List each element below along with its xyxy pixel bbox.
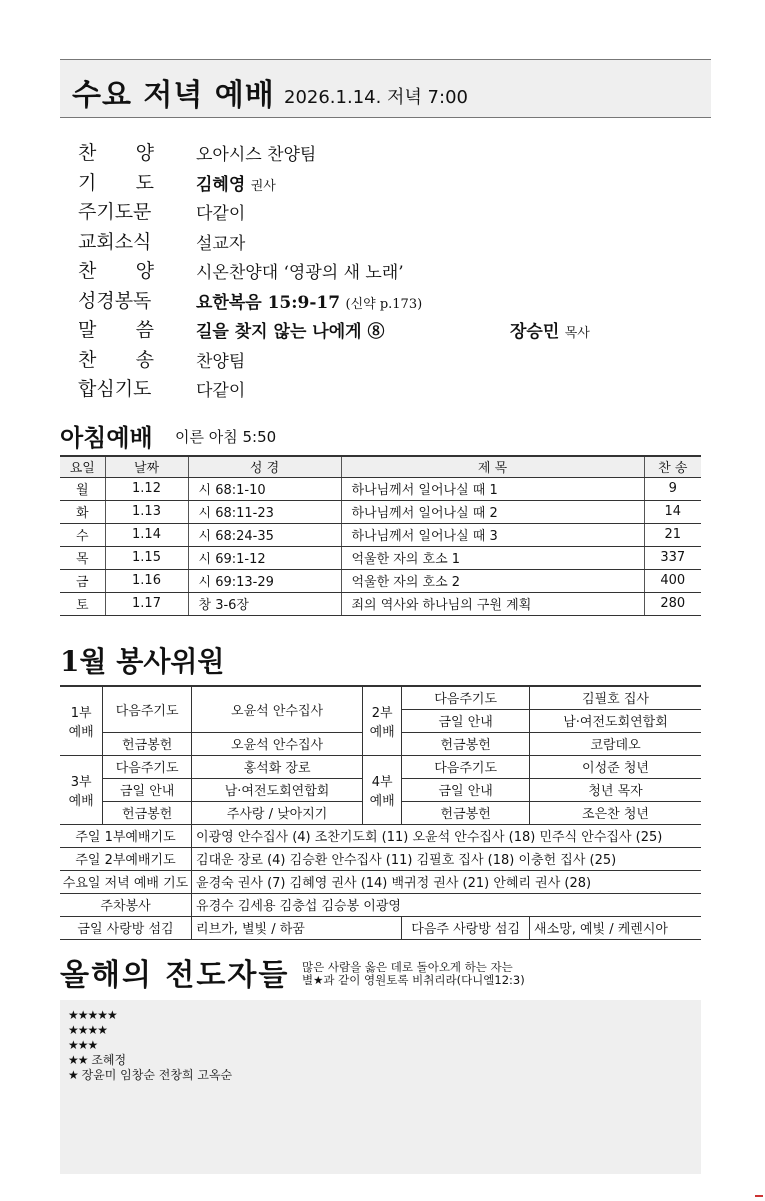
table-cell: 금일 안내 <box>402 709 530 732</box>
table-row <box>60 847 701 870</box>
table-cell: 홍석화 장로 <box>192 755 363 778</box>
table-cell: 새소망, 예빛 / 케렌시아 <box>530 916 701 939</box>
table-row <box>60 824 701 847</box>
evangelist-line <box>68 1008 693 1023</box>
table-cell: 14 <box>644 500 701 523</box>
order-item-label: 교회소식 <box>78 230 152 253</box>
table-cell: 금일 안내 <box>103 778 192 801</box>
table-row <box>60 686 701 709</box>
evangelists-list <box>60 1000 701 1174</box>
volunteers-title: 1월 봉사위원 <box>60 645 225 678</box>
table-cell: 1.14 <box>105 523 188 546</box>
header-hymn: 찬 송 <box>644 456 701 477</box>
service-2-label: 2부 예배 <box>363 686 402 755</box>
table-cell: 하나님께서 일어나실 때 2 <box>341 500 644 523</box>
table-row <box>60 500 701 523</box>
table-cell: 주일 2부예배기도 <box>60 847 192 870</box>
table-cell: 하나님께서 일어나실 때 1 <box>341 477 644 500</box>
table-cell: 화 <box>60 500 105 523</box>
table-cell: 하나님께서 일어나실 때 3 <box>341 523 644 546</box>
table-cell: 김대운 장로 (4) 김승환 안수집사 (11) 김필호 집사 (18) 이충헌 집사 (25) <box>192 847 701 870</box>
preacher-name: 장승민 목사 <box>510 322 590 342</box>
evangelist-line <box>68 1068 693 1083</box>
table-cell: 1.17 <box>105 592 188 615</box>
order-item <box>78 315 718 345</box>
service-date: 2026.1.14. 저녁 7:00 <box>284 87 468 108</box>
service-3-label: 3부 예배 <box>60 755 103 824</box>
star-rating: ★★★★★ <box>68 1008 117 1022</box>
header-topic: 제 목 <box>341 456 644 477</box>
table-header-row <box>60 456 701 477</box>
table-cell: 다음주기도 <box>402 686 530 709</box>
order-item-content: 요한복음 15:9-17 (신약 p.173) <box>196 292 423 313</box>
header-scripture: 성 경 <box>188 456 341 477</box>
order-item <box>78 286 718 316</box>
service-1-label: 1부 예배 <box>60 686 103 755</box>
table-row <box>60 870 701 893</box>
evangelist-line <box>68 1053 693 1068</box>
evangelist-names: 조혜정 <box>91 1053 127 1067</box>
evangelist-names: 장윤미 임창순 전창희 고옥순 <box>81 1068 233 1082</box>
table-cell: 유경수 김세용 김충섭 김승봉 이광영 <box>192 893 701 916</box>
table-row <box>60 916 701 939</box>
table-row <box>60 893 701 916</box>
morning-schedule-table <box>60 455 701 616</box>
table-cell: 다음주기도 <box>103 755 192 778</box>
order-of-service <box>78 138 718 404</box>
service-title: 수요 저녁 예배 <box>72 78 275 113</box>
table-cell: 억울한 자의 호소 1 <box>341 546 644 569</box>
order-item <box>78 138 718 168</box>
order-item-label: 말 씀 <box>78 319 154 341</box>
table-cell: 1.15 <box>105 546 188 569</box>
table-cell: 시 69:1-12 <box>188 546 341 569</box>
table-cell: 헌금봉헌 <box>402 801 530 824</box>
table-row <box>60 755 701 778</box>
order-item-label: 주기도문 <box>78 201 152 223</box>
table-cell: 헌금봉헌 <box>103 732 192 755</box>
table-cell: 오윤석 안수집사 <box>192 686 363 732</box>
header-date: 날짜 <box>105 456 188 477</box>
service-4-label: 4부 예배 <box>363 755 402 824</box>
table-cell: 주차봉사 <box>60 893 192 916</box>
evangelist-line <box>68 1038 693 1053</box>
order-item <box>78 256 718 286</box>
order-item-content: 찬양팀 <box>196 351 246 372</box>
order-item <box>78 197 718 227</box>
table-cell: 337 <box>644 546 701 569</box>
order-item-content: 시온찬양대 ‘영광의 새 노래’ <box>196 263 404 283</box>
table-row <box>60 523 701 546</box>
table-cell: 청년 목자 <box>530 778 701 801</box>
evangelists-title: 올해의 전도자들 <box>60 958 290 993</box>
order-item <box>78 227 718 257</box>
table-cell: 1.13 <box>105 500 188 523</box>
table-cell: 400 <box>644 569 701 592</box>
table-cell: 21 <box>644 523 701 546</box>
table-cell: 수요일 저녁 예배 기도 <box>60 870 192 893</box>
table-cell: 주사랑 / 낮아지기 <box>192 801 363 824</box>
star-rating: ★★★★ <box>68 1023 108 1037</box>
table-cell: 1.12 <box>105 477 188 500</box>
order-item-content: 오아시스 찬양팀 <box>196 145 317 165</box>
table-cell: 시 68:11-23 <box>188 500 341 523</box>
table-row <box>60 592 701 615</box>
table-row <box>60 546 701 569</box>
table-cell: 금일 안내 <box>402 778 530 801</box>
star-rating: ★★ <box>68 1053 88 1067</box>
corner-mark <box>755 1195 763 1201</box>
evangelist-line <box>68 1023 693 1038</box>
table-cell: 죄의 역사와 하나님의 구원 계획 <box>341 592 644 615</box>
table-row <box>60 569 701 592</box>
order-item-label: 찬 양 <box>78 260 154 282</box>
table-cell: 헌금봉헌 <box>402 732 530 755</box>
table-cell: 남·여전도회연합회 <box>192 778 363 801</box>
order-item-content: 다같이 <box>196 381 246 401</box>
order-item-label: 성경봉독 <box>78 289 152 312</box>
table-cell: 이성준 청년 <box>530 755 701 778</box>
order-item-label: 찬 양 <box>78 142 154 164</box>
order-item <box>78 345 718 375</box>
table-cell: 조은찬 청년 <box>530 801 701 824</box>
table-cell: 수 <box>60 523 105 546</box>
star-rating: ★ <box>68 1068 78 1082</box>
table-cell: 다음주기도 <box>402 755 530 778</box>
table-cell: 코람데오 <box>530 732 701 755</box>
morning-service-title: 아침예배 <box>60 424 153 452</box>
table-cell: 시 69:13-29 <box>188 569 341 592</box>
table-cell: 1.16 <box>105 569 188 592</box>
table-cell: 오윤석 안수집사 <box>192 732 363 755</box>
star-rating: ★★★ <box>68 1038 98 1052</box>
table-cell: 창 3-6장 <box>188 592 341 615</box>
order-item-content: 설교자 <box>196 233 246 254</box>
table-cell: 다음주 사랑방 섬김 <box>402 916 530 939</box>
table-cell: 억울한 자의 호소 2 <box>341 569 644 592</box>
order-item-label: 찬 송 <box>78 348 154 371</box>
table-cell: 목 <box>60 546 105 569</box>
table-cell: 윤경숙 권사 (7) 김혜영 권사 (14) 백귀정 권사 (21) 안혜리 권사 (28) <box>192 870 701 893</box>
table-cell: 시 68:1-10 <box>188 477 341 500</box>
table-cell: 헌금봉헌 <box>103 801 192 824</box>
table-cell: 남·여전도회연합회 <box>530 709 701 732</box>
table-row <box>60 477 701 500</box>
table-cell: 주일 1부예배기도 <box>60 824 192 847</box>
table-cell: 시 68:24-35 <box>188 523 341 546</box>
table-cell: 금일 사랑방 섬김 <box>60 916 192 939</box>
order-item-content: 다같이 <box>196 204 246 224</box>
table-cell: 김필호 집사 <box>530 686 701 709</box>
table-cell: 금 <box>60 569 105 592</box>
table-cell: 리브가, 별빛 / 하꿈 <box>192 916 402 939</box>
table-cell: 9 <box>644 477 701 500</box>
table-cell: 이광영 안수집사 (4) 조찬기도회 (11) 오윤석 안수집사 (18) 민주식 안수집사 (25) <box>192 824 701 847</box>
order-item-content: 길을 찾지 않는 나에게 ⑧ <box>196 322 385 342</box>
order-item <box>78 374 718 404</box>
table-cell: 280 <box>644 592 701 615</box>
volunteers-table <box>60 685 701 940</box>
service-header <box>60 59 711 118</box>
morning-service-time: 이른 아침 5:50 <box>175 428 277 446</box>
table-cell: 월 <box>60 477 105 500</box>
order-item <box>78 168 718 198</box>
order-item-content: 김혜영 권사 <box>196 174 276 195</box>
table-cell: 토 <box>60 592 105 615</box>
header-day: 요일 <box>60 456 105 477</box>
table-cell: 다음주기도 <box>103 686 192 732</box>
evangelists-verse: 많은 사람을 옳은 데로 돌아오게 하는 자는 별★과 같이 영원토록 비취리라(다니엘12:3) <box>302 960 525 987</box>
order-item-label: 합심기도 <box>78 378 152 400</box>
order-item-label: 기 도 <box>78 171 154 194</box>
